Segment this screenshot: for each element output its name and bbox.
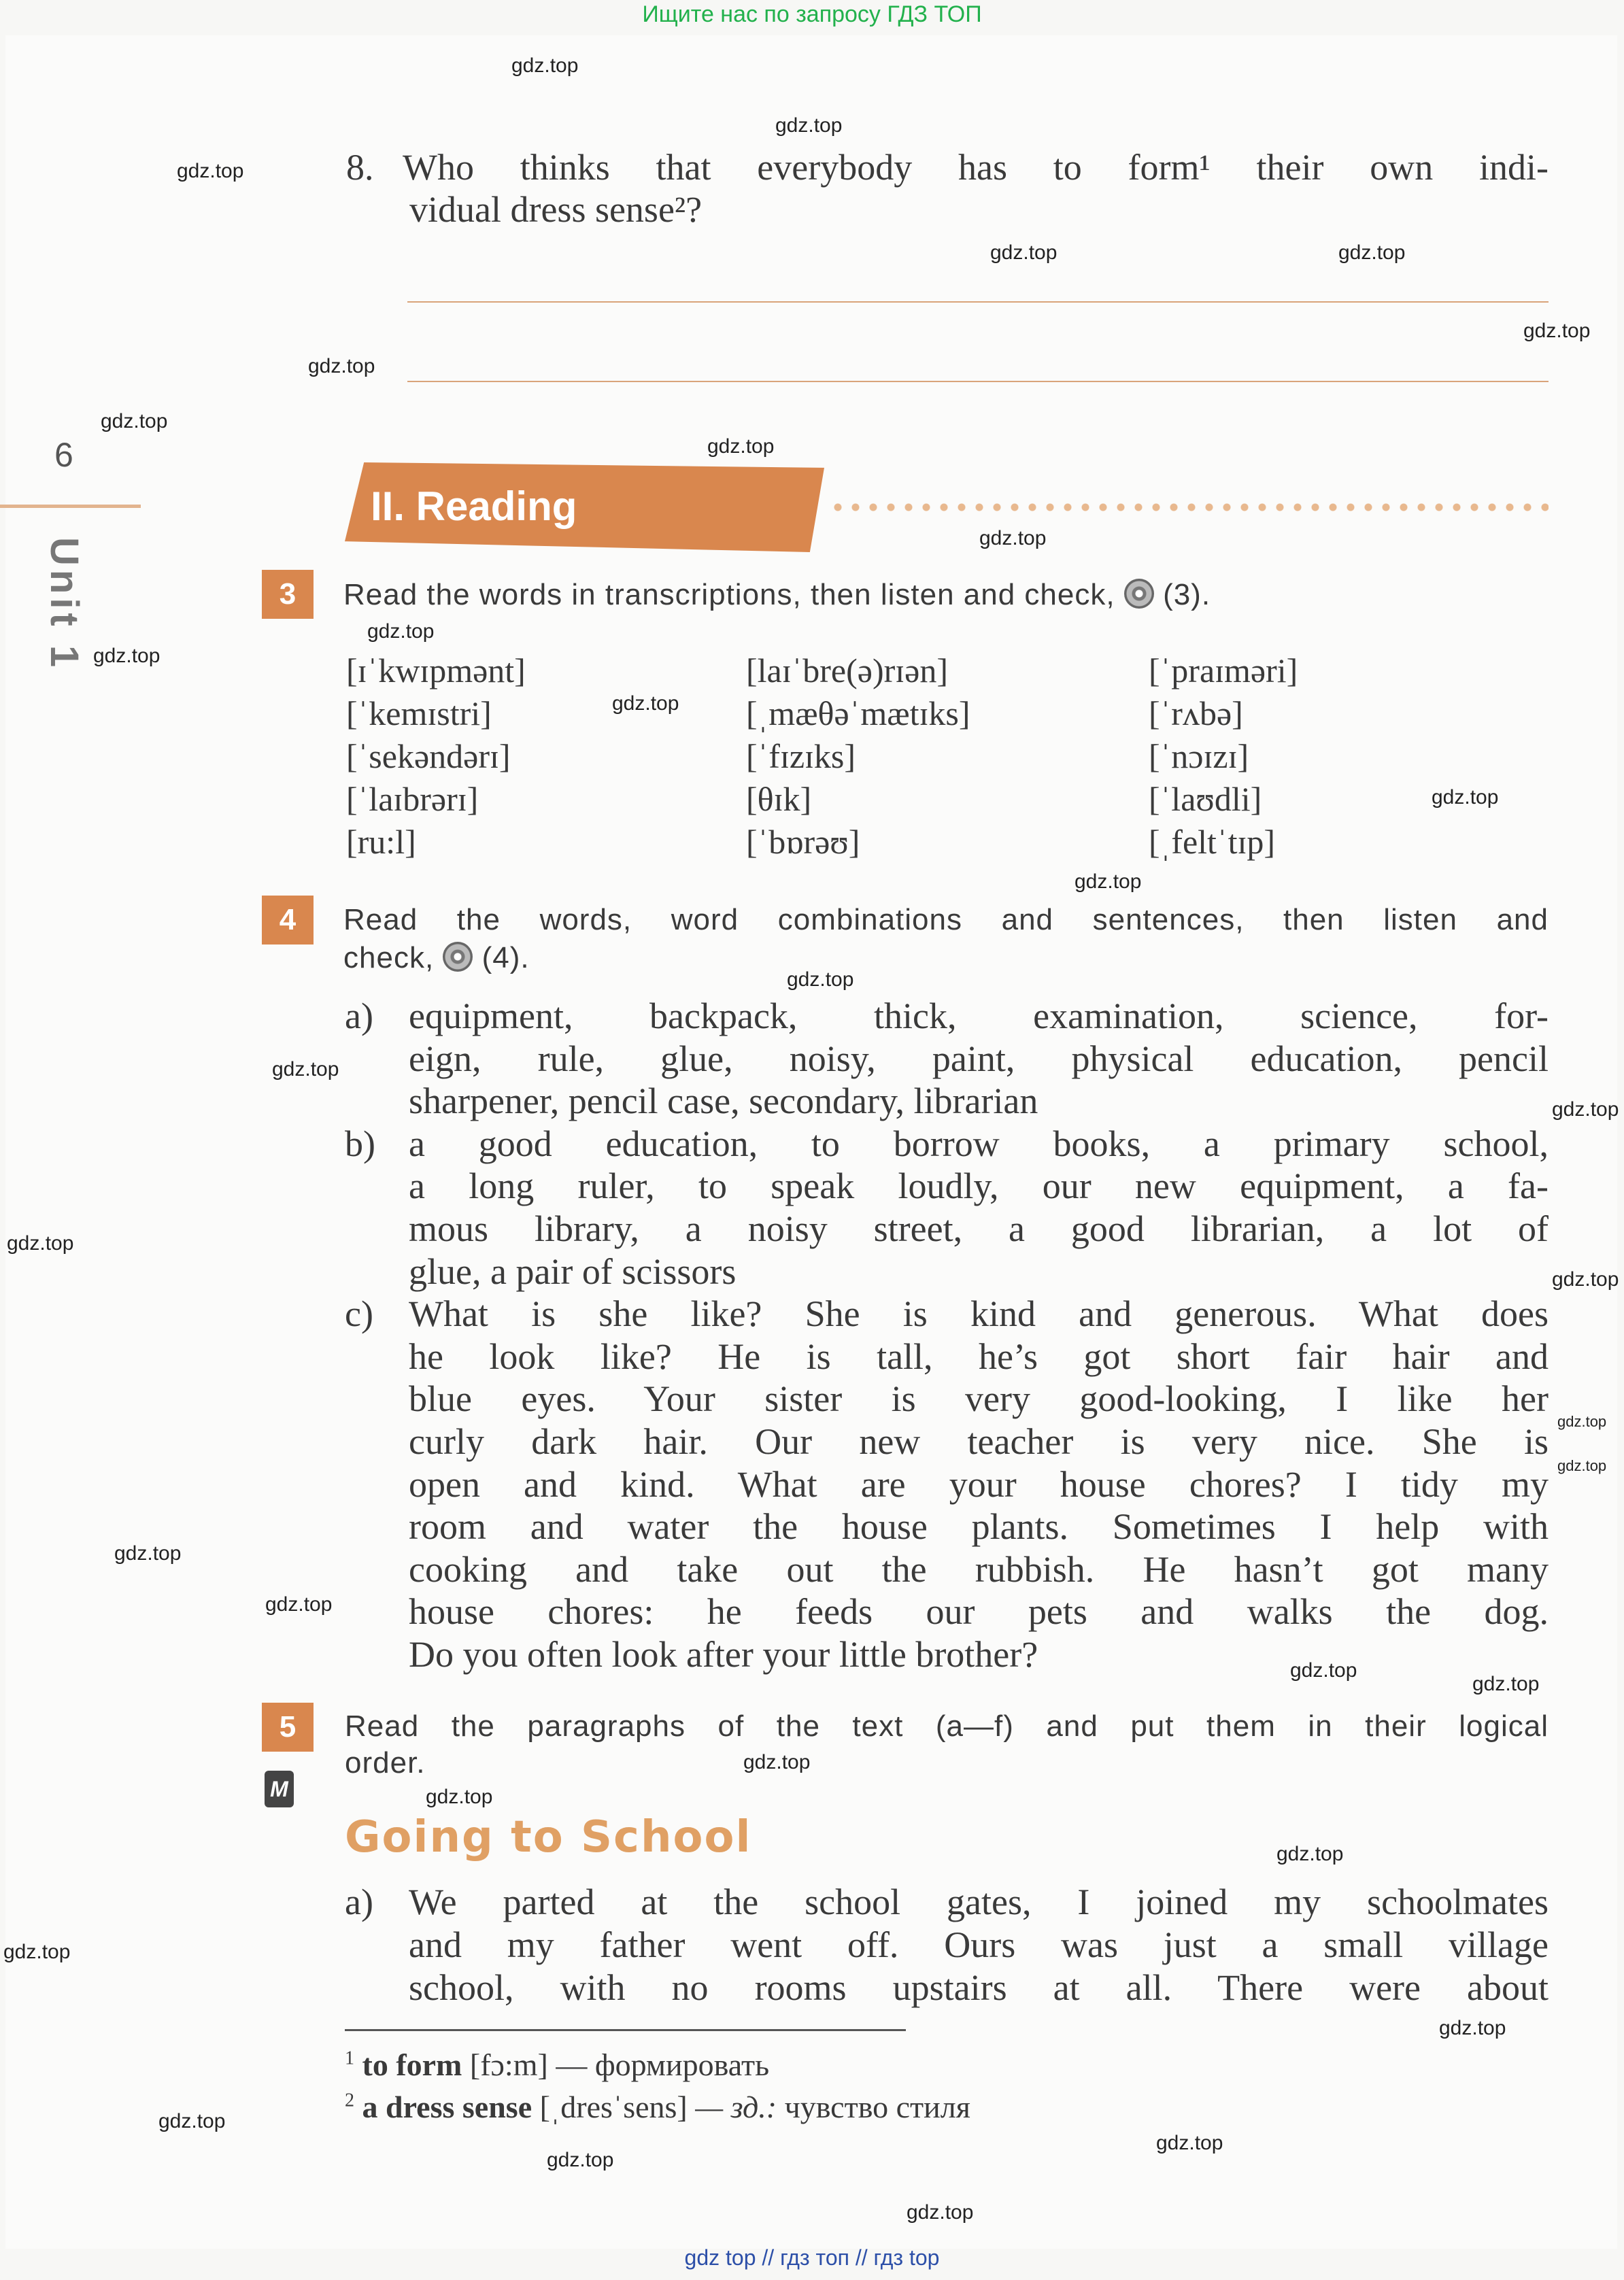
footnote-meaning: — формировать <box>556 2047 770 2082</box>
item-line: a good education, to borrow books, a primary school, <box>409 1123 1549 1164</box>
watermark: gdz.top <box>990 241 1058 264</box>
footnote-mark: 1 <box>345 2047 354 2069</box>
transcription: [ɪˈkwɪpmənt] <box>346 651 526 690</box>
item-line: blue eyes. Your sister is very good-looking, I like her <box>409 1378 1549 1420</box>
watermark: gdz.top <box>1432 786 1499 809</box>
paragraph-line: and my father went off. Ours was just a small village <box>409 1924 1549 1965</box>
unit-label: Unit 1 <box>42 537 86 672</box>
watermark: gdz.top <box>1557 1457 1607 1474</box>
ex5-instruction: order. <box>345 1746 426 1780</box>
watermark: gdz.top <box>93 645 160 667</box>
transcription: [ru:l] <box>346 823 416 861</box>
watermark: gdz.top <box>1439 2017 1506 2039</box>
item-line: he look like? He is tall, he’s got short fair hair and <box>409 1335 1549 1377</box>
watermark: gdz.top <box>707 435 775 458</box>
item-label: c) <box>345 1293 373 1335</box>
watermark: gdz.top <box>177 160 244 182</box>
instruction-text: Read the words in transcriptions, then listen and check, <box>343 578 1115 611</box>
item-line: mous library, a noisy street, a good librarian, a lot of <box>409 1208 1549 1249</box>
watermark: gdz.top <box>1557 1413 1607 1430</box>
cd-icon[interactable] <box>443 942 473 972</box>
paragraph-label: a) <box>345 1882 373 1922</box>
footnote-term: to form <box>362 2047 462 2082</box>
watermark: gdz.top <box>743 1751 811 1773</box>
transcription: [laɪˈbre(ə)rɪən] <box>746 651 948 690</box>
watermark: gdz.top <box>775 114 843 137</box>
watermark: gdz.top <box>612 692 679 715</box>
dotted-divider <box>829 503 1549 511</box>
item-line: glue, a pair of scissors <box>409 1250 737 1292</box>
watermark: gdz.top <box>265 1593 333 1616</box>
transcription-column <box>346 649 526 864</box>
bottom-banner[interactable]: gdz top // гдз топ // гдз top <box>684 2245 940 2270</box>
track-number: (3). <box>1163 578 1211 611</box>
instruction-text: check, <box>343 941 435 974</box>
watermark: gdz.top <box>1156 2132 1223 2154</box>
media-icon: M <box>265 1771 294 1807</box>
watermark: gdz.top <box>1523 320 1591 342</box>
footnote <box>345 2047 769 2083</box>
watermark: gdz.top <box>3 1941 71 1963</box>
q8-number: 8. <box>346 147 374 188</box>
watermark: gdz.top <box>787 968 854 991</box>
watermark: gdz.top <box>367 620 435 643</box>
item-line: What is she like? She is kind and generous. What does <box>409 1293 1549 1335</box>
unit-divider <box>0 505 141 508</box>
watermark: gdz.top <box>308 355 375 377</box>
footnote-transcription: [ˌdresˈsens] <box>539 2090 688 2124</box>
watermark: gdz.top <box>114 1542 182 1565</box>
watermark: gdz.top <box>158 2110 226 2132</box>
footnote-transcription: [fɔ:m] <box>469 2047 548 2082</box>
transcription: [ˈlaɪbrərɪ] <box>346 780 479 818</box>
watermark: gdz.top <box>272 1058 339 1081</box>
transcription: [ˈrʌbə] <box>1149 694 1243 732</box>
item-line: room and water the house plants. Sometimes I help with <box>409 1506 1549 1548</box>
paragraph-line: school, with no rooms upstairs at all. There were about <box>409 1967 1549 2008</box>
footnote-term: a dress sense <box>362 2090 532 2124</box>
exercise-number: 4 <box>262 896 314 945</box>
q8-line: Who thinks that everybody has to form¹ their own indi- <box>403 147 1549 188</box>
section-title: II. Reading <box>371 483 577 529</box>
transcription: [ˈnɔɪzɪ] <box>1149 737 1249 775</box>
transcription: [ˌfeltˈtɪp] <box>1149 823 1276 861</box>
item-line: curly dark hair. Our new teacher is very nice. She is <box>409 1421 1549 1462</box>
transcription: [ˈbɒrəʊ] <box>746 823 860 861</box>
watermark: gdz.top <box>1290 1659 1357 1682</box>
paragraph-line: We parted at the school gates, I joined my schoolmates <box>409 1882 1549 1922</box>
answer-line[interactable] <box>407 381 1549 382</box>
watermark: gdz.top <box>101 410 168 432</box>
watermark: gdz.top <box>1472 1673 1540 1695</box>
transcription: [ˈkemɪstri] <box>346 694 492 732</box>
watermark: gdz.top <box>979 527 1047 549</box>
item-line: eign, rule, glue, noisy, paint, physical education, pencil <box>409 1038 1549 1079</box>
cd-icon[interactable] <box>1124 579 1154 609</box>
answer-line[interactable] <box>407 301 1549 303</box>
ex5-instruction: Read the paragraphs of the text (a—f) and put them in their logical <box>345 1709 1549 1743</box>
item-line: equipment, backpack, thick, examination, science, for- <box>409 996 1549 1036</box>
item-line: open and kind. What are your house chores? I tidy my <box>409 1463 1549 1505</box>
transcription: [θɪk] <box>746 780 812 818</box>
watermark: gdz.top <box>511 54 579 77</box>
watermark: gdz.top <box>1338 241 1406 264</box>
item-line: a long ruler, to speak loudly, our new equipment, a fa- <box>409 1165 1549 1207</box>
item-line: cooking and take out the rubbish. He hasn’t got many <box>409 1548 1549 1590</box>
footnote <box>345 2089 970 2125</box>
ex3-instruction <box>343 574 1211 616</box>
watermark: gdz.top <box>1075 870 1142 893</box>
watermark: gdz.top <box>1552 1268 1619 1291</box>
q8-line: vidual dress sense²? <box>409 189 703 230</box>
item-line: house chores: he feeds our pets and walks the dog. <box>409 1591 1549 1633</box>
footnote-mark: 2 <box>345 2090 354 2111</box>
watermark: gdz.top <box>547 2149 614 2171</box>
footnote-divider <box>345 2029 906 2031</box>
footnote-abbr: — зд.: <box>695 2090 777 2124</box>
story-title: Going to School <box>345 1812 752 1862</box>
page-number: 6 <box>54 436 73 474</box>
transcription: [ˈfɪzɪks] <box>746 737 856 775</box>
top-banner[interactable]: Ищите нас по запросу ГДЗ ТОП <box>642 1 982 27</box>
item-line: sharpener, pencil case, secondary, librarian <box>409 1081 1038 1122</box>
transcription: [ˈsekəndərɪ] <box>346 737 511 775</box>
item-label: a) <box>345 996 373 1036</box>
item-label: b) <box>345 1123 375 1164</box>
ex4-instruction <box>343 937 530 979</box>
transcription: [ˈpraɪməri] <box>1149 651 1298 690</box>
ex4-instruction: Read the words, word combinations and sentences, then listen and <box>343 903 1549 936</box>
watermark: gdz.top <box>7 1232 74 1255</box>
watermark: gdz.top <box>907 2201 974 2224</box>
transcription-column <box>1149 649 1298 864</box>
track-number: (4). <box>481 941 530 974</box>
transcription: [ˌmæθəˈmætɪks] <box>746 694 970 732</box>
watermark: gdz.top <box>1276 1843 1344 1865</box>
item-line: Do you often look after your little brother? <box>409 1634 1038 1675</box>
transcription-column <box>746 649 970 864</box>
exercise-number: 3 <box>262 570 314 619</box>
footnote-meaning: чувство стиля <box>784 2090 970 2124</box>
exercise-number: 5 <box>262 1703 314 1752</box>
watermark: gdz.top <box>426 1786 493 1808</box>
transcription: [ˈlaʊdli] <box>1149 780 1262 818</box>
watermark: gdz.top <box>1552 1098 1619 1121</box>
